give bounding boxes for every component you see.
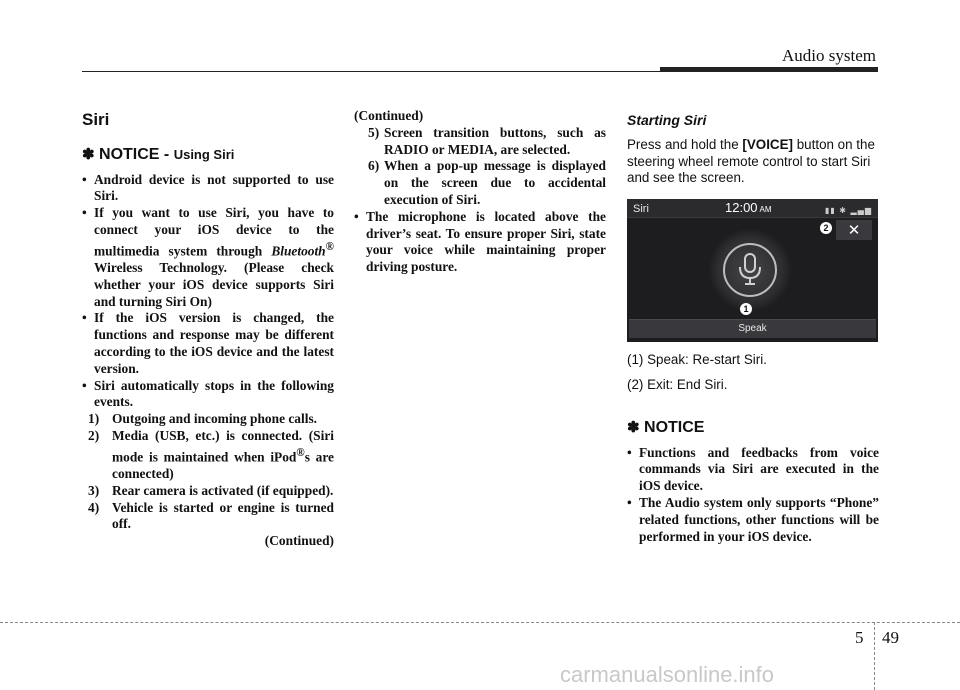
item-text: Vehicle is started or engine is turned off.: [112, 499, 334, 532]
registered-mark: ®: [325, 240, 334, 253]
page-number: 49: [882, 628, 899, 647]
screen-title: Siri: [633, 203, 649, 216]
callout-badge-2: 2: [820, 222, 832, 234]
bullet-item: • Functions and feedbacks from voice commands via Siri are executed in the iOS device.: [627, 445, 879, 495]
caption-exit: (2) Exit: End Siri.: [627, 376, 728, 392]
caption-speak: (1) Speak: Re-start Siri.: [627, 352, 767, 368]
speak-button[interactable]: Speak: [629, 319, 876, 338]
bullet-text: Wireless Technology. (Please check whether your iOS device supports Siri and turning Siri On): [94, 260, 334, 309]
notice-star-icon: ✽: [82, 145, 95, 163]
footer-divider: [874, 622, 875, 690]
item-text: Outgoing and incoming phone calls.: [112, 411, 317, 427]
page-header-title: Audio system: [782, 46, 876, 65]
column-left: [82, 108, 334, 550]
item-number: 3): [88, 482, 100, 498]
numbered-item: [82, 428, 334, 483]
item-text: When a pop-up message is displayed on the screen due to accidental execution of Siri.: [384, 158, 606, 207]
numbered-item: [82, 500, 334, 534]
notice-label: NOTICE: [644, 418, 705, 436]
column-right: [627, 108, 879, 545]
header-rule-accent: [660, 67, 878, 72]
watermark: carmanualsonline.info: [560, 662, 775, 687]
item-number: 6): [368, 158, 380, 174]
item-number: 4): [88, 499, 100, 515]
voice-key-label: [VOICE]: [742, 136, 793, 152]
notice-subtitle: Using Siri: [173, 146, 235, 162]
item-number: 1): [88, 411, 100, 427]
item-text: s are connected): [112, 449, 334, 482]
notice-heading: [627, 420, 879, 437]
continued-label: (Continued): [264, 533, 334, 549]
bullet-item: • Android device is not supported to use Siri.: [82, 172, 334, 206]
item-text: Media (USB, etc.) is connected. (Siri mode is maintained when iPod: [112, 428, 334, 465]
bullet-item: • Siri automatically stops in the following events.: [82, 378, 334, 412]
microphone-icon: [736, 252, 764, 288]
footer-rule: [0, 622, 960, 623]
section-heading: Siri: [82, 110, 110, 129]
bullet-item: [82, 205, 334, 310]
close-button[interactable]: ✕: [836, 220, 872, 240]
clock-ampm: AM: [759, 205, 772, 215]
bullet-item: • The microphone is located above the driver’s seat. To ensure proper Siri, state your voice while maintaining proper driving posture.: [354, 209, 606, 276]
registered-mark: ®: [296, 446, 305, 459]
paragraph: [627, 137, 879, 187]
callout-badge-1: 1: [740, 303, 752, 315]
numbered-item: [354, 125, 606, 159]
subsection-heading: Starting Siri: [627, 112, 707, 128]
screen-clock: [725, 200, 772, 219]
clock-time: 12:00: [725, 200, 758, 216]
item-number: 5): [368, 124, 380, 140]
bullet-text: If you want to use Siri, you have to connect your iOS device to the multimedia system through: [94, 205, 334, 259]
item-text: Rear camera is activated (if equipped).: [112, 482, 334, 498]
numbered-item: [82, 483, 334, 500]
bluetooth-term: Bluetooth: [271, 243, 326, 259]
paragraph-text: Press and hold the: [627, 136, 739, 152]
paragraph-text: button on the steering wheel remote control to start Siri and see the screen.: [627, 136, 875, 186]
notice-list: [627, 445, 879, 546]
notice-label: NOTICE -: [99, 145, 170, 163]
column-middle: [354, 108, 606, 276]
siri-screen-image: [627, 199, 878, 342]
continued-label: (Continued): [354, 108, 424, 123]
header-rule: [82, 71, 660, 72]
item-text: Screen transition buttons, such as RADIO or MEDIA, are selected.: [384, 124, 606, 157]
numbered-item: [354, 158, 606, 208]
bullet-item: • If the iOS version is changed, the functions and response may be different according to the iOS device and the latest version.: [82, 310, 334, 377]
section-number: 5: [855, 628, 864, 647]
item-number: 2): [88, 428, 100, 444]
bullet-item: • The Audio system only supports “Phone” related functions, other functions will be performed in your iOS device.: [627, 495, 879, 545]
status-icons: ▮▮ ✱ ▂▄▆: [824, 206, 872, 216]
screen-status-bar: [627, 199, 878, 218]
notice-star-icon: ✽: [627, 418, 640, 436]
notice-heading: [82, 147, 334, 164]
numbered-item: [82, 411, 334, 428]
